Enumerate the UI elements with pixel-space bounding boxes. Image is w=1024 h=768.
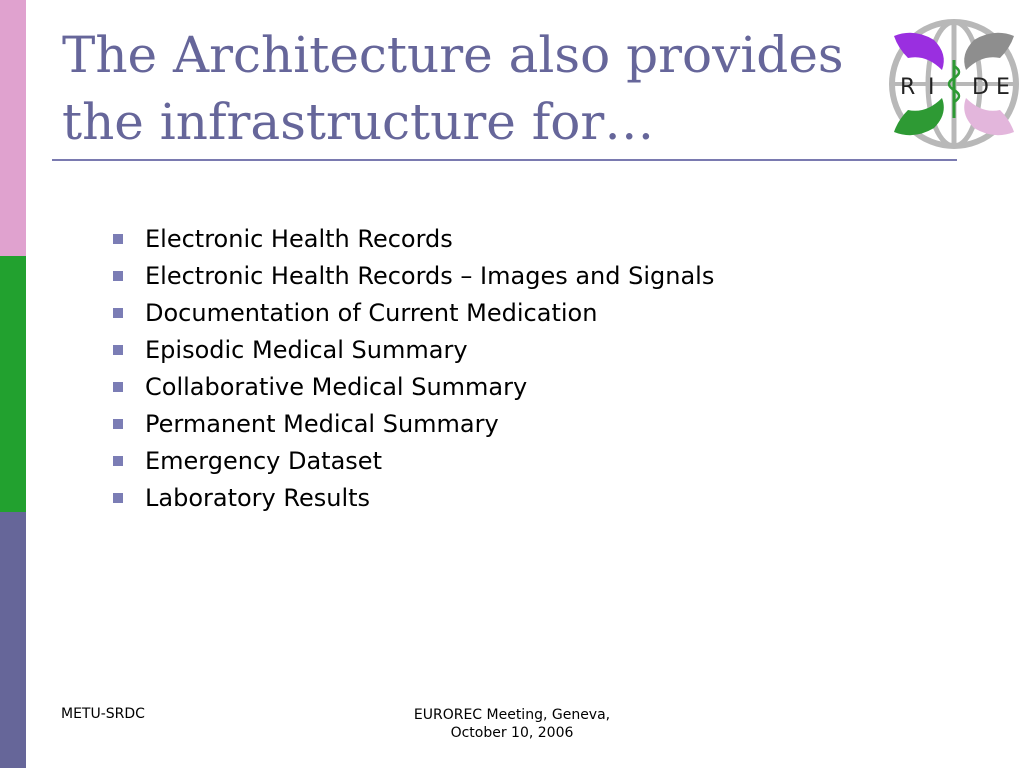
side-bar-blue <box>0 512 26 768</box>
bullet-text: Collaborative Medical Summary <box>145 372 528 401</box>
logo-letter-d: D <box>972 75 989 100</box>
bullet-text: Electronic Health Records – Images and Signals <box>145 261 715 290</box>
list-item <box>113 257 714 294</box>
footer-event-line2: October 10, 2006 <box>450 725 574 741</box>
footer-event <box>392 706 632 742</box>
slide-title: The Architecture also provides the infrastructure for… <box>62 26 844 151</box>
bullet-list <box>113 220 714 516</box>
bullet-text: Emergency Dataset <box>145 446 382 475</box>
list-item <box>113 294 714 331</box>
square-bullet-icon <box>113 271 123 281</box>
bullet-text: Episodic Medical Summary <box>145 335 468 364</box>
square-bullet-icon <box>113 419 123 429</box>
list-item <box>113 331 714 368</box>
bullet-text: Permanent Medical Summary <box>145 409 499 438</box>
list-item <box>113 405 714 442</box>
logo-letter-i: I <box>928 75 935 100</box>
square-bullet-icon <box>113 234 123 244</box>
list-item <box>113 368 714 405</box>
list-item <box>113 220 714 257</box>
footer-organization: METU-SRDC <box>61 706 145 722</box>
side-bar-green <box>0 256 26 512</box>
square-bullet-icon <box>113 456 123 466</box>
bullet-text: Documentation of Current Medication <box>145 298 598 327</box>
bullet-text: Laboratory Results <box>145 483 371 512</box>
side-bar-pink <box>0 0 26 256</box>
footer-event-line1: EUROREC Meeting, Geneva, <box>413 707 611 723</box>
logo-letter-e: E <box>996 75 1010 100</box>
bullet-text: Electronic Health Records <box>145 224 453 253</box>
square-bullet-icon <box>113 345 123 355</box>
ride-logo <box>884 14 1024 154</box>
list-item <box>113 442 714 479</box>
square-bullet-icon <box>113 382 123 392</box>
square-bullet-icon <box>113 493 123 503</box>
logo-letter-r: R <box>900 75 916 100</box>
list-item <box>113 479 714 516</box>
square-bullet-icon <box>113 308 123 318</box>
title-divider <box>52 159 957 161</box>
